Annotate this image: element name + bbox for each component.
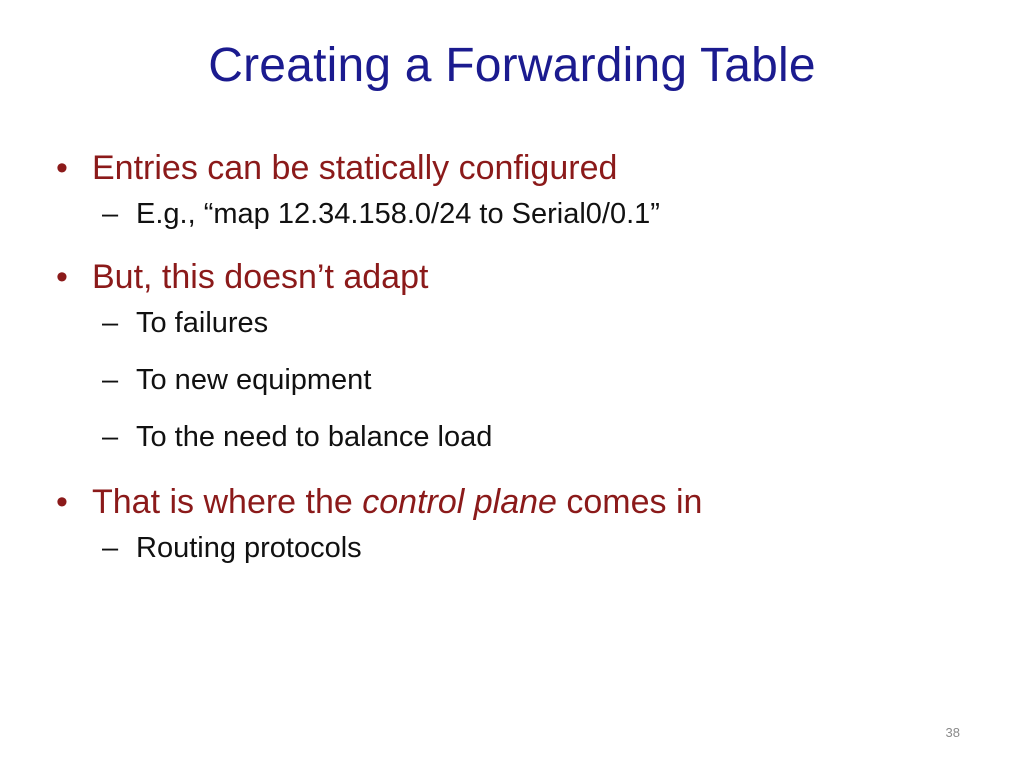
bullet-3 [56,482,976,523]
dash-icon: – [102,306,119,339]
subitem-text: E.g., “map 12.34.158.0/24 to Serial0/0.1” [136,197,660,230]
subitem-text: Routing protocols [136,532,362,565]
bullet-text: But, this doesn’t adapt [92,258,429,297]
bullet-group-3 [56,482,976,565]
subitem-text: To the need to balance load [136,421,493,454]
dash-icon: – [102,421,119,454]
bullet-dot-icon: • [56,483,68,522]
bullet-text-prefix: That is where the [92,483,363,522]
bullet-3-sublist [102,531,976,565]
bullet-text-suffix: comes in [556,483,703,522]
bullet-1 [56,148,976,189]
bullet-1-sublist [102,197,976,231]
slide-content [56,148,976,587]
dash-icon: – [102,197,119,230]
subitem [102,197,976,231]
bullet-dot-icon: • [56,149,68,187]
bullet-2 [56,257,976,298]
bullet-group-1 [56,148,976,231]
bullet-dot-icon: • [56,258,68,297]
subitem [102,363,976,397]
subitem [102,531,976,565]
dash-icon: – [102,532,119,565]
dash-icon: – [102,364,119,397]
slide-number: 38 [945,725,960,740]
subitem [102,420,976,454]
bullet-text: Entries can be statically configured [92,149,618,187]
subitem [102,306,976,340]
bullet-group-2 [56,257,976,454]
slide-title: Creating a Forwarding Table [208,39,816,92]
bullet-2-sublist [102,306,976,455]
subitem-text: To failures [136,306,269,339]
bullet-text-emphasis: control plane [362,483,557,522]
subitem-text: To new equipment [136,364,372,397]
